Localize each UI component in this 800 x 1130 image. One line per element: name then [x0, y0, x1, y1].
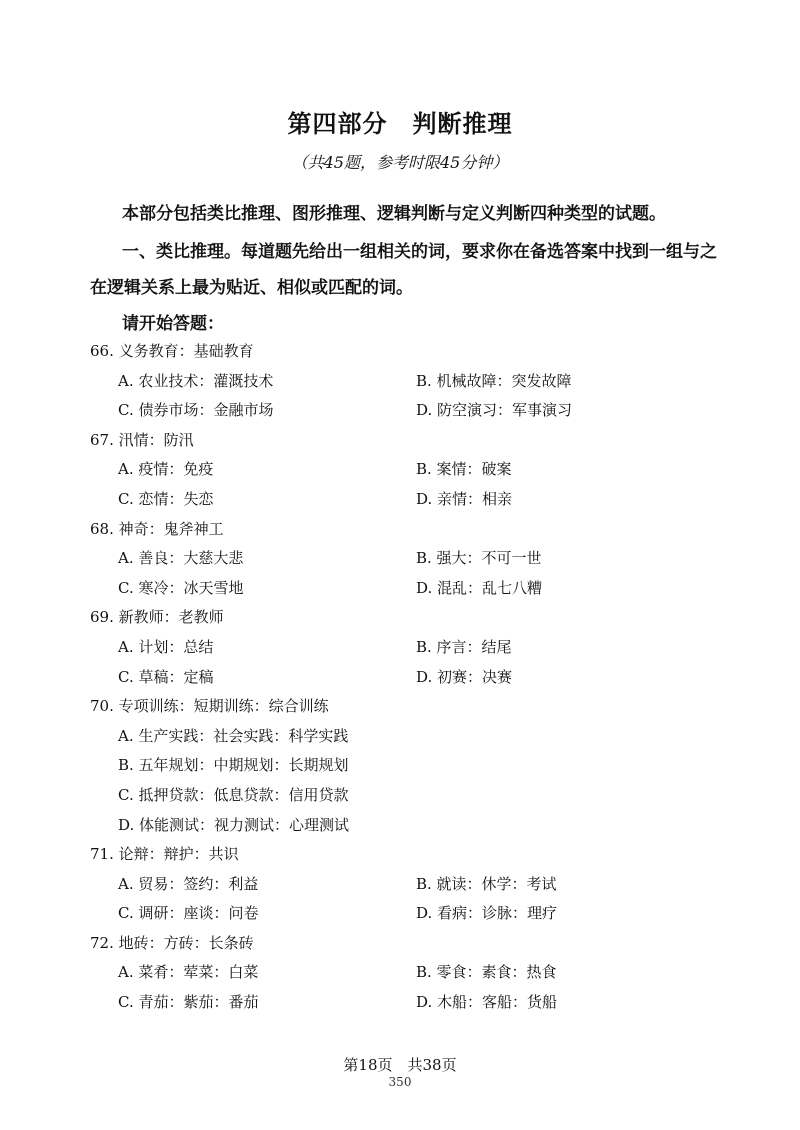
- question-stem-71: 71. 论辩：辩护：共识: [90, 845, 239, 864]
- option-b: B. 就读：休学：考试: [416, 874, 557, 893]
- option-row: [90, 722, 730, 752]
- option-d: D. 体能测试：视力测试：心理测试: [118, 815, 350, 834]
- option-row: [90, 958, 730, 988]
- option-row: [90, 870, 730, 900]
- option-b: B. 五年规划：中期规划：长期规划: [118, 756, 349, 775]
- option-c: C. 青茄：紫茄：番茄: [118, 993, 259, 1012]
- option-d: D. 混乱：乱七八糟: [416, 578, 543, 597]
- instruction-paragraph: 一、类比推理。每道题先给出一组相关的词，要求你在备选答案中找到一组与之在逻辑关系上最为贴近、相似或匹配的词。: [90, 242, 717, 298]
- question-stem-67: 67. 汛情：防汛: [90, 430, 194, 449]
- option-c: C. 抵押贷款：低息贷款：信用贷款: [118, 785, 349, 804]
- option-row: [90, 574, 730, 604]
- option-c: C. 草稿：定稿: [118, 667, 214, 686]
- option-b: B. 序言：结尾: [416, 637, 512, 656]
- section-subtitle: （共45题，参考时限45分钟）: [291, 153, 509, 172]
- question-list: [90, 337, 730, 1018]
- option-row: [90, 367, 730, 397]
- question-stem-68: 68. 神奇：鬼斧神工: [90, 519, 224, 538]
- option-a: A. 生产实践：社会实践：科学实践: [118, 726, 349, 745]
- option-row: [90, 811, 730, 841]
- section-title: 第四部分 判断推理: [287, 110, 513, 138]
- option-row: [90, 633, 730, 663]
- option-row: [90, 485, 730, 515]
- option-c: C. 债券市场：金融市场: [118, 401, 274, 420]
- question-stem-69: 69. 新教师：老教师: [90, 608, 224, 627]
- option-row: [90, 751, 730, 781]
- question-stem-70: 70. 专项训练：短期训练：综合训练: [90, 697, 329, 716]
- option-a: A. 贸易：签约：利益: [118, 874, 259, 893]
- option-d: D. 初赛：决赛: [416, 667, 513, 686]
- option-b: B. 零食：素食：热食: [416, 963, 557, 982]
- option-row: [90, 663, 730, 693]
- option-row: [90, 455, 730, 485]
- option-b: B. 机械故障：突发故障: [416, 371, 572, 390]
- option-row: [90, 781, 730, 811]
- option-c: C. 恋情：失恋: [118, 489, 214, 508]
- option-d: D. 亲情：相亲: [416, 489, 513, 508]
- option-a: A. 疫情：免疫: [118, 460, 214, 479]
- question-stem-66: 66. 义务教育：基础教育: [90, 342, 254, 360]
- option-row: [90, 899, 730, 929]
- option-a: A. 农业技术：灌溉技术: [118, 371, 274, 390]
- option-b: B. 强大：不可一世: [416, 549, 542, 568]
- option-d: D. 防空演习：军事演习: [416, 401, 573, 420]
- option-d: D. 看病：诊脉：理疗: [416, 904, 558, 923]
- option-c: C. 寒冷：冰天雪地: [118, 578, 244, 597]
- option-row: [90, 396, 730, 426]
- option-b: B. 案情：破案: [416, 460, 512, 479]
- option-d: D. 木船：客船：货船: [416, 993, 558, 1012]
- question-stem-72: 72. 地砖：方砖：长条砖: [90, 933, 254, 952]
- option-a: A. 菜肴：荤菜：白菜: [118, 963, 259, 982]
- option-row: [90, 988, 730, 1018]
- option-row: [90, 544, 730, 574]
- option-a: A. 计划：总结: [118, 637, 214, 656]
- option-c: C. 调研：座谈：问卷: [118, 904, 259, 923]
- page-footer: 第18页 共38页: [343, 1056, 457, 1074]
- start-prompt: 请开始答题：: [122, 314, 224, 334]
- page-number: 350: [388, 1075, 412, 1089]
- option-a: A. 善良：大慈大悲: [118, 549, 244, 568]
- intro-paragraph: 本部分包括类比推理、图形推理、逻辑判断与定义判断四种类型的试题。: [122, 204, 666, 224]
